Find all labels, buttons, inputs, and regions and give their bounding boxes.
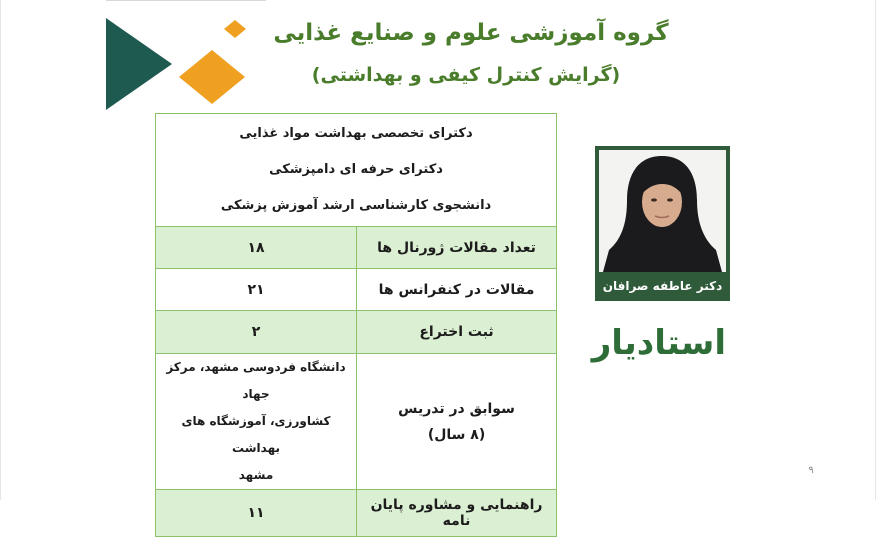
teaching-history-title: سوابق در تدریس	[398, 400, 515, 417]
thesis-supervision-label: راهنمایی و مشاوره پایان نامه	[357, 490, 557, 537]
teaching-history-line: مشهد	[238, 468, 274, 482]
academic-rank: استادیار	[591, 323, 726, 363]
table-row	[156, 311, 557, 354]
table-row	[156, 490, 557, 537]
patents-value: ۲	[156, 311, 357, 354]
profile-name: دکتر عاطفه صرافان	[602, 279, 723, 293]
slide-subtitle: (گرایش کنترل کیفی و بهداشتی)	[311, 64, 621, 86]
teaching-history-line: دانشگاه فردوسی مشهد، مرکز جهاد	[166, 360, 346, 401]
conference-papers-label: مقالات در کنفرانس ها	[357, 269, 557, 311]
portrait-illustration	[599, 150, 726, 272]
journal-articles-label: تعداد مقالات ژورنال ها	[357, 227, 557, 269]
journal-articles-value: ۱۸	[156, 227, 357, 269]
teal-triangle-icon	[106, 18, 176, 110]
profile-table	[155, 113, 557, 537]
conference-papers-value: ۲۱	[156, 269, 357, 311]
table-row	[156, 354, 557, 490]
small-orange-diamond-icon	[224, 20, 246, 38]
qualification-line: دکترای تخصصی بهداشت مواد غذایی	[239, 126, 473, 141]
profile-photo	[599, 150, 726, 272]
patents-label: ثبت اختراع	[357, 311, 557, 354]
profile-photo-card	[595, 146, 730, 301]
thesis-supervision-value: ۱۱	[156, 490, 357, 537]
slide-title: گروه آموزشی علوم و صنایع غذایی	[273, 20, 669, 46]
table-row	[156, 269, 557, 311]
table-row	[156, 227, 557, 269]
teaching-history-value	[156, 354, 357, 490]
page-number: ۹	[808, 465, 814, 476]
orange-diamond-icon	[179, 50, 245, 104]
teaching-history-years: (۸ سال)	[427, 426, 486, 443]
qualification-line: دکترای حرفه ای دامپزشکی	[269, 162, 443, 177]
qualification-line: دانشجوی کارشناسی ارشد آموزش پزشکی	[220, 198, 492, 213]
top-divider	[106, 0, 266, 1]
teaching-history-line: کشاورزی، آموزشگاه های بهداشت	[181, 414, 331, 455]
teaching-history-label	[357, 354, 557, 490]
qualifications-row	[156, 114, 557, 227]
qualifications-cell	[156, 114, 557, 227]
